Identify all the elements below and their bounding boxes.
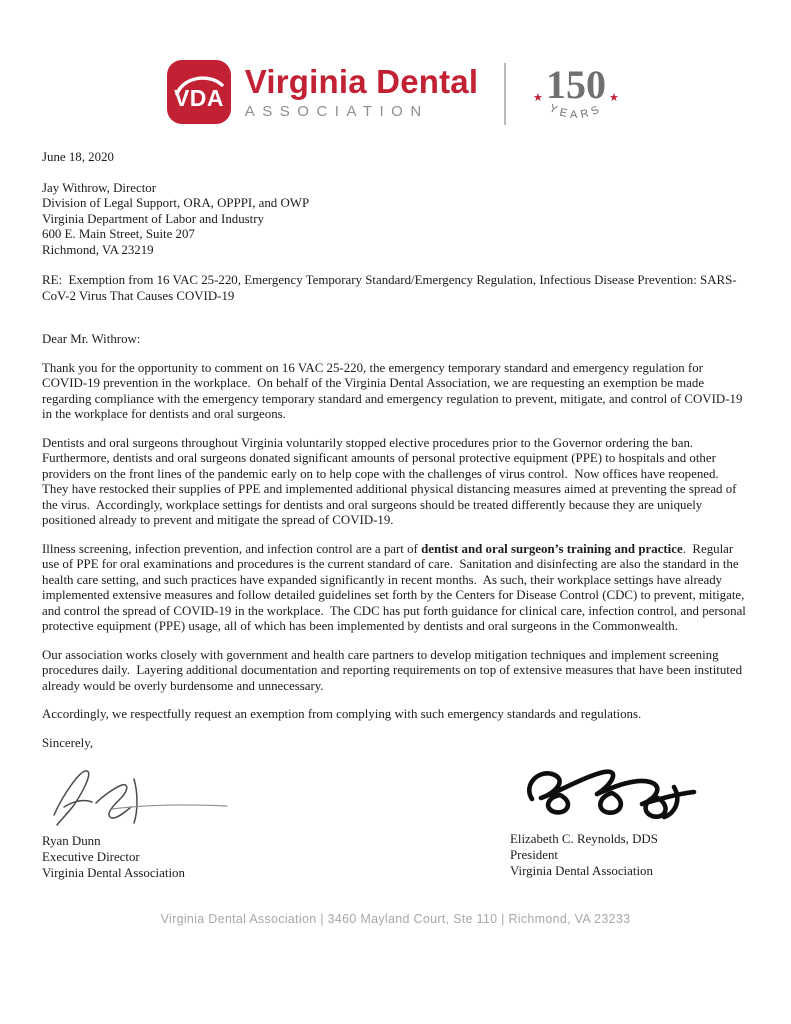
vda-logo-badge bbox=[167, 60, 231, 124]
anniversary-150-years-emblem bbox=[528, 58, 624, 140]
signature-block-executive-director bbox=[42, 761, 510, 881]
letterhead-divider bbox=[504, 63, 506, 125]
brand-subname: ASSOCIATION bbox=[244, 103, 429, 120]
paragraph-3 bbox=[42, 542, 751, 635]
signer-title: President bbox=[510, 848, 558, 862]
anniversary-number: 150 bbox=[546, 62, 607, 107]
paragraph-2: Dentists and oral surgeons throughout Virginia voluntarily stopped elective procedures prior to the Governor ordering the ban. Furthermore, dentists and oral surgeons donated significant amounts of personal protective equipment (PPE) to hospitals and other providers on the front lines of the pandemic early on to help cope with the challenges of virus control. Now offices have reopened. They have restocked their supplies of PPE and implemented additional physical distancing measures aimed at preventing the spread of the virus. Accordingly, workplace settings for dentists and oral surgeons should be treated differently because they are uniquely positioned already to prevent and mitigate the spread of COVID-19. bbox=[42, 435, 740, 527]
subject-line: RE: Exemption from 16 VAC 25-220, Emergency Temporary Standard/Emergency Regulation, Infectious Disease Prevention: SARS-CoV-2 Virus That Causes COVID-19 bbox=[42, 273, 737, 303]
letterhead bbox=[0, 0, 791, 140]
letter-body bbox=[42, 150, 751, 881]
elizabeth-reynolds-signature-scrawl bbox=[518, 761, 708, 823]
ryan-dunn-signature-scrawl bbox=[44, 763, 239, 827]
paragraph-4: Our association works closely with government and health care partners to develop mitigation techniques and implement screening procedures daily. Layering additional documentation and reporting requirements on top of extensive measures that have been instituted already would be overly burdensome and unnecessary. bbox=[42, 647, 746, 693]
recipient-line: Virginia Department of Labor and Industry bbox=[42, 211, 265, 226]
signer-name: Elizabeth C. Reynolds, DDS bbox=[510, 832, 658, 846]
signer-organization: Virginia Dental Association bbox=[42, 866, 185, 880]
paragraph-3-prefix: Illness screening, infection prevention, and infection control are a part of bbox=[42, 541, 422, 556]
star-icon: ★ bbox=[533, 92, 544, 104]
vda-logo-icon bbox=[167, 60, 231, 124]
paragraph-3-bold-phrase: dentist and oral surgeon’s training and practice bbox=[421, 541, 683, 556]
footer-address: Virginia Dental Association | 3460 Mayland Court, Ste 110 | Richmond, VA 23233 bbox=[160, 912, 631, 926]
recipient-line: Division of Legal Support, ORA, OPPPI, and OWP bbox=[42, 196, 310, 210]
recipient-address-block bbox=[42, 181, 751, 259]
brand-block bbox=[245, 60, 478, 121]
recipient-line: Richmond, VA 23219 bbox=[42, 242, 154, 257]
signature-block-president bbox=[510, 761, 751, 881]
signature-row bbox=[42, 761, 751, 881]
signer-title: Executive Director bbox=[42, 850, 140, 864]
vda-badge-text: VDA bbox=[173, 85, 224, 111]
recipient-line: Jay Withrow, Director bbox=[42, 180, 157, 195]
signer-name: Ryan Dunn bbox=[42, 834, 101, 848]
star-icon: ★ bbox=[609, 92, 620, 104]
letter-date: June 18, 2020 bbox=[42, 150, 114, 164]
brand-name: Virginia Dental bbox=[244, 63, 479, 100]
recipient-line: 600 E. Main Street, Suite 207 bbox=[42, 227, 195, 241]
signer-organization: Virginia Dental Association bbox=[510, 864, 653, 878]
paragraph-3-suffix: . Regular use of PPE for oral examinations and procedures is the current standard of care. Sanitation and disinfecting are also the standard in the health care setting, and such practices have expanded significantly in recent months. As such, their workplace settings have already implemented extensive measures and follow detailed guidelines set forth by the Centers for Disease Control (CDC) to prevent, mitigate, and control the spread of COVID-19 in the workplace. The CDC has put forth guidance for clinical care, infection control, and personal protective equipment (PPE) usage, all of which has been implemented by dentists and oral surgeons in the Commonwealth. bbox=[42, 541, 750, 633]
paragraph-1: Thank you for the opportunity to comment on 16 VAC 25-220, the emergency temporary standard and emergency regulation for COVID-19 prevention in the workplace. On behalf of the Virginia Dental Association, we are requesting an exemption be made regarding compliance with the emergency temporary standard and emergency regulation to prevent, mitigate, and control of COVID-19 in the workplace for dentists and oral surgeons. bbox=[42, 360, 746, 421]
salutation: Dear Mr. Withrow: bbox=[42, 332, 141, 346]
paragraph-5: Accordingly, we respectfully request an exemption from complying with such emergency standards and regulations. bbox=[42, 707, 642, 721]
anniversary-label: YEARS bbox=[547, 102, 605, 122]
closing: Sincerely, bbox=[42, 735, 94, 750]
